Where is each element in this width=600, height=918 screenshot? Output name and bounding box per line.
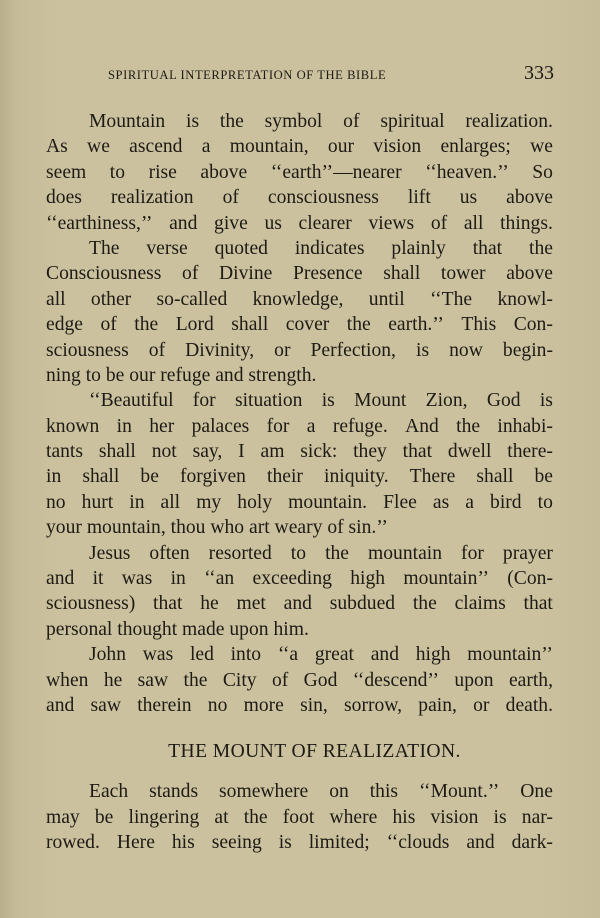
text-line: Mountain is the symbol of spiritual realization.	[89, 111, 553, 132]
text-line: The verse quoted indicates plainly that the	[89, 237, 553, 259]
text-line: tants shall not say, I am sick: they that dwell there-	[46, 441, 553, 463]
paragraph	[46, 779, 553, 855]
text-line: and it was in ‘‘an exceeding high mountain’’ (Con-	[46, 568, 553, 590]
quotation-paragraph	[46, 388, 553, 540]
text-line: when he saw the City of God ‘‘descend’’ upon earth,	[46, 669, 553, 691]
text-line: Consciousness of Divine Presence shall tower above	[46, 263, 553, 285]
text-line: and saw therein no more sin, sorrow, pain, or death.	[46, 694, 553, 716]
text-line: John was led into ‘‘a great and high mountain’’	[89, 644, 553, 666]
text-line: rowed. Here his seeing is limited; ‘‘clouds and dark-	[46, 832, 553, 854]
page-number: 333	[524, 62, 554, 84]
text-line: sciousness) that he met and subdued the claims that	[46, 593, 553, 615]
paragraph	[46, 642, 553, 718]
paragraph	[46, 109, 553, 236]
text-line: seem to rise above ‘‘earth’’—nearer ‘‘heaven.’’ So	[46, 161, 553, 183]
running-title: SPIRITUAL INTERPRETATION OF THE BIBLE	[108, 68, 387, 82]
text-line: sciousness of Divinity, or Perfection, is now begin-	[46, 339, 553, 361]
text-line: Jesus often resorted to the mountain for prayer	[89, 542, 553, 564]
text-line: edge of the Lord shall cover the earth.’’ This Con-	[46, 314, 553, 336]
text-line: in shall be forgiven their iniquity. There shall be	[46, 466, 553, 488]
page-body	[46, 109, 553, 856]
text-line: known in her palaces for a refuge. And the inhabi-	[46, 415, 553, 437]
text-line: ning to be our refuge and strength.	[46, 364, 317, 386]
text-line: your mountain, thou who art weary of sin.’’	[46, 517, 388, 539]
running-head	[108, 62, 554, 84]
text-line: all other so-called knowledge, until ‘‘The knowl-	[46, 288, 553, 310]
paragraph	[46, 541, 553, 643]
text-line: As we ascend a mountain, our vision enlarges; we	[46, 136, 553, 158]
text-line: ‘‘Beautiful for situation is Mount Zion, God is	[89, 390, 553, 412]
text-line: no hurt in all my holy mountain. Flee as a bird to	[46, 491, 553, 513]
text-line: personal thought made upon him.	[46, 618, 309, 640]
section-heading: THE MOUNT OF REALIZATION.	[168, 741, 461, 763]
text-line: Each stands somewhere on this ‘‘Mount.’’ One	[89, 781, 553, 803]
text-line: does realization of consciousness lift us above	[46, 187, 553, 209]
text-line: may be lingering at the foot where his vision is nar-	[46, 806, 553, 828]
text-line: ‘‘earthiness,’’ and give us clearer views of all things.	[46, 212, 553, 234]
paragraph	[46, 236, 553, 388]
